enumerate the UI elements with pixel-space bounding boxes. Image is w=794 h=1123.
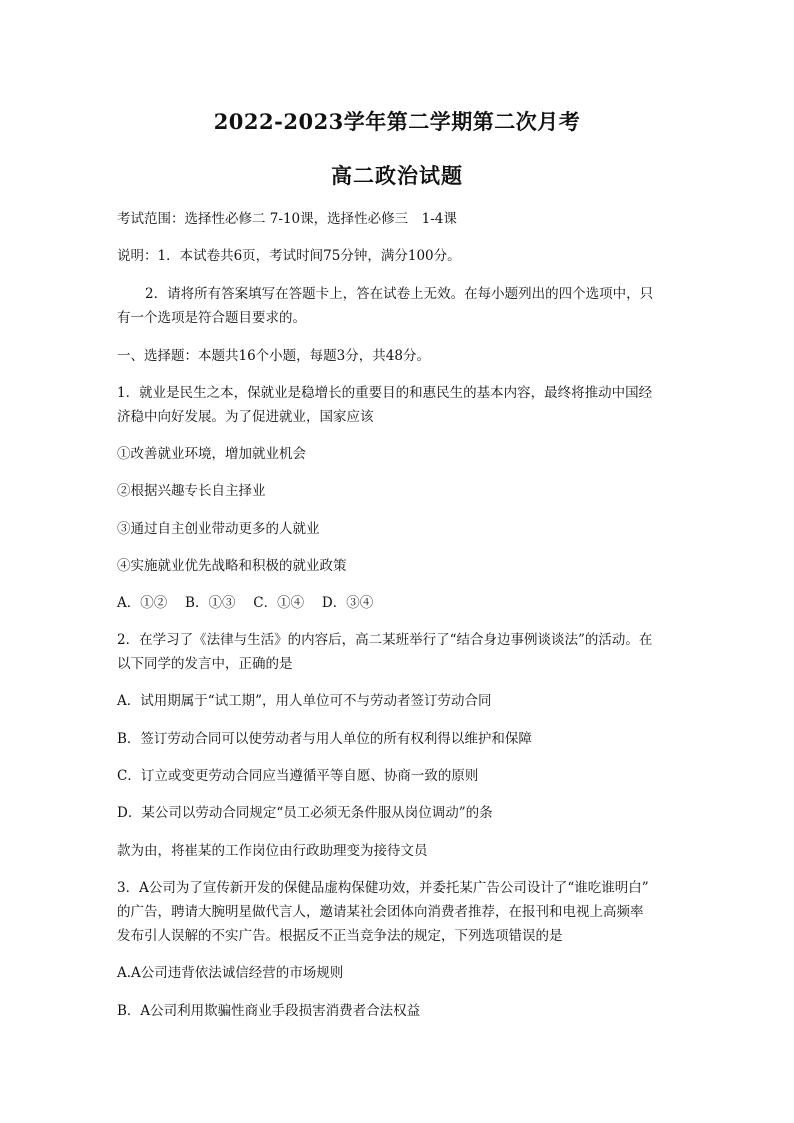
q2-option-d-line-2: 款为由，将崔某的工作岗位由行政助理变为接待文员	[117, 843, 428, 859]
exam-title: 2022-2023学年第二学期第二次月考	[213, 109, 581, 134]
q3-stem-line-3: 发布引人误解的不实广告。根据反不正当竞争法的规定，下列选项错误的是	[117, 928, 563, 944]
q3-option-b: B．A公司利用欺骗性商业手段损害消费者合法权益	[117, 1003, 421, 1019]
q3-option-a: A.A公司违背依法诚信经营的市场规则	[117, 965, 344, 981]
exam-note-2-line-1: 2．请将所有答案填写在答题卡上，答在试卷上无效。在每小题列出的四个选项中，只	[145, 286, 654, 302]
exam-note-1: 说明：1．本试卷共6页，考试时间75分钟，满分100分。	[117, 248, 461, 264]
q1-stem-line-2: 济稳中向好发展。为了促进就业，国家应该	[117, 409, 374, 425]
q3-stem-line-1: 3．A公司为了宣传新开发的保健品虚构保健功效，并委托某广告公司设计了“谁吃谁明白”	[117, 880, 649, 896]
q1-item-2: ②根据兴趣专长自主择业	[117, 483, 266, 499]
q1-stem-line-1: 1．就业是民生之本，保就业是稳增长的重要目的和惠民生的基本内容，最终将推动中国经	[117, 385, 653, 401]
exam-note-2-line-2: 有一个选项是符合题目要求的。	[117, 310, 306, 326]
q1-item-1: ①改善就业环境，增加就业机会	[117, 446, 306, 462]
q2-option-b: B．签订劳动合同可以使劳动者与用人单位的所有权利得以维护和保障	[117, 731, 532, 747]
q1-item-4: ④实施就业优先战略和积极的就业政策	[117, 558, 347, 574]
q3-stem-line-2: 的广告，聘请大腕明星做代言人，邀请某社会团体向消费者推荐，在报刊和电视上高频率	[117, 904, 644, 920]
q1-item-3: ③通过自主创业带动更多的人就业	[117, 521, 320, 537]
q2-stem-line-2: 以下同学的发言中，正确的是	[117, 656, 293, 672]
q2-stem-line-1: 2．在学习了《法律与生活》的内容后，高二某班举行了“结合身边事例谈谈法”的活动。在	[117, 632, 653, 648]
q2-option-c: C．订立或变更劳动合同应当遵循平等自愿、协商一致的原则	[117, 768, 479, 784]
exam-scope: 考试范围：选择性必修二 7-10课，选择性必修三 1-4课	[117, 211, 457, 227]
q2-option-a: A．试用期属于“试工期”，用人单位可不与劳动者签订劳动合同	[117, 693, 492, 709]
q1-options: A．①② B．①③ C．①④ D．③④	[117, 595, 374, 611]
q2-option-d-line-1: D．某公司以劳动合同规定“员工必须无条件服从岗位调动”的条	[117, 805, 493, 821]
section-heading: 一、选择题：本题共16个小题，每题3分，共48分。	[117, 348, 430, 364]
exam-subtitle: 高二政治试题	[331, 163, 463, 188]
